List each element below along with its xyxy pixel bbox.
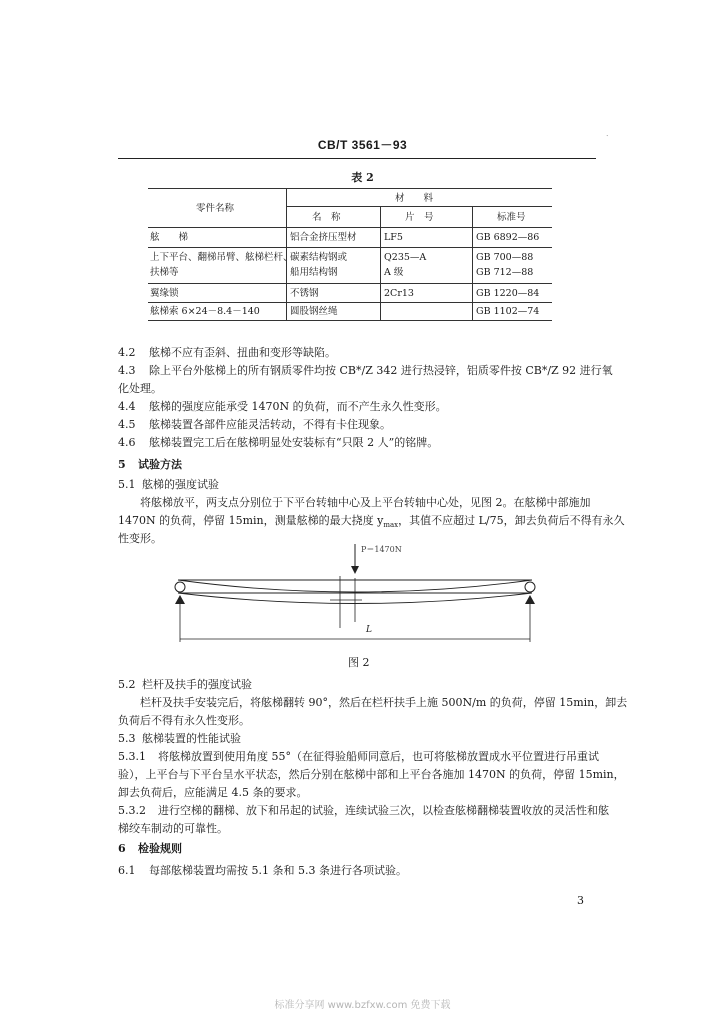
- clause-5-2-heading: [118, 676, 252, 694]
- table-caption: 表 2: [351, 171, 374, 184]
- left-support: [175, 595, 185, 604]
- clause-number: 4.6: [118, 436, 136, 449]
- clause-5-1-text-3: 性变形。: [118, 532, 162, 545]
- span-label: L: [366, 625, 372, 635]
- section-number: 6: [118, 842, 126, 855]
- clause-5-1-text-2-b: ，其值不应超过 L/75，卸去负荷后不得有永久: [398, 514, 625, 527]
- figure-2-caption: 图 2: [348, 656, 370, 669]
- clause-5-1-text-2: [118, 512, 625, 534]
- clause-number: 5.3: [118, 732, 136, 745]
- clause-text: 舷梯的强度应能承受 1470N 的负荷，而不产生永久性变形。: [149, 400, 447, 413]
- clause-5-1-text-2-a: 1470N 的负荷，停留 15min，测量舷梯的最大挠度 y: [118, 514, 384, 527]
- th-part-name: 零件名称: [196, 203, 235, 214]
- section-number: 5: [118, 458, 126, 471]
- clause-text: 舷梯装置完工后在舷梯明显处安装标有“只限 2 人”的铭牌。: [149, 436, 439, 449]
- clause-5-3-1-text-1: [118, 748, 599, 766]
- clause-5-1-text-1: 将舷梯放平，两支点分别位于下平台转轴中心及上平台转轴中心处，见图 2。在舷梯中部施加: [140, 496, 591, 509]
- right-support: [525, 595, 535, 604]
- row3-std: GB 1220—84: [476, 288, 540, 299]
- clause-5-3-heading: [118, 730, 241, 748]
- clause-number: 6.1: [118, 864, 136, 877]
- standard-code-header: CB/T 3561－93: [317, 138, 408, 152]
- clause-number: 4.2: [118, 346, 136, 359]
- th-material-name: 名 称: [312, 212, 341, 223]
- clause-4-3-cont: 化处理。: [118, 382, 162, 395]
- table-rule-top: [148, 188, 552, 189]
- row2-std-line2: GB 712—88: [476, 267, 534, 278]
- table-rule-row1: [148, 247, 552, 248]
- th-standard-no: 标准号: [497, 212, 526, 223]
- clause-5-3-2-text-1: [118, 802, 609, 820]
- row1-grade: LF5: [384, 232, 403, 243]
- clause-text: 进行空梯的翻梯、放下和吊起的试验，连续试验三次，以检查舷梯翻梯装置收放的灵活性和舷: [158, 804, 609, 817]
- row4-std: GB 1102—74: [476, 306, 540, 317]
- row1-std: GB 6892—86: [476, 232, 540, 243]
- clause-4-4: [118, 398, 447, 416]
- row3-name: 不锈钢: [290, 288, 319, 299]
- row2-part-line1: 上下平台、翻梯吊臂、舷梯栏杆、: [150, 252, 293, 263]
- table-rule-row3: [148, 302, 552, 303]
- clause-title: 舷梯的强度试验: [142, 478, 219, 491]
- clause-number: 4.4: [118, 400, 136, 413]
- clause-5-2-text-2: 负荷后不得有永久性变形。: [118, 714, 250, 727]
- row1-name: 铝合金挤压型材: [290, 232, 357, 243]
- clause-number: 5.3.1: [118, 750, 146, 763]
- row4-part: 舷梯索 6×24－8.4－140: [150, 306, 260, 317]
- table-rule-row2: [148, 283, 552, 284]
- load-arrow-head: [351, 566, 359, 574]
- clause-number: 5.1: [118, 478, 136, 491]
- header-rule: [118, 158, 596, 159]
- clause-5-3-1-text-2: 验），上平台与下平台呈水平状态，然后分别在舷梯中部和上平台各施加 1470N 的负荷，停留 15min，: [118, 768, 625, 781]
- clause-number: 4.5: [118, 418, 136, 431]
- section-6-heading: [118, 840, 182, 858]
- clause-title: 栏杆及扶手的强度试验: [142, 678, 252, 691]
- table-rule-bottom: [148, 320, 552, 321]
- page-number: 3: [577, 894, 584, 907]
- scan-speck: ．: [606, 129, 614, 138]
- row3-grade: 2Cr13: [384, 288, 414, 299]
- th-material-group: 材 料: [395, 193, 434, 204]
- table-vrule-3: [472, 206, 473, 320]
- clause-text: 舷梯装置各部件应能灵活转动，不得有卡住现象。: [149, 418, 391, 431]
- figure-2-diagram: [160, 538, 550, 650]
- clause-5-3-2-text-2: 梯绞车制动的可靠性。: [118, 822, 228, 835]
- clause-5-1-heading: [118, 476, 219, 494]
- table-vrule-2: [380, 206, 381, 320]
- section-title: 试验方法: [138, 458, 182, 471]
- clause-title: 舷梯装置的性能试验: [142, 732, 241, 745]
- row2-grade-line2: A 级: [384, 267, 404, 278]
- row2-std-line1: GB 700—88: [476, 252, 534, 263]
- row2-name-line1: 碳素结构钢或: [290, 252, 348, 263]
- table-rule-head: [148, 227, 552, 228]
- row2-name-line2: 船用结构钢: [290, 267, 338, 278]
- row2-grade-line1: Q235—A: [384, 252, 427, 263]
- clause-5-2-text-1: 栏杆及扶手安装完后，将舷梯翻转 90°，然后在栏杆扶手上施 500N/m 的负荷，停留 15min，卸去: [140, 696, 628, 709]
- clause-4-6: [118, 434, 438, 452]
- clause-text: 将舷梯放置到使用角度 55°（在征得验船师同意后，也可将舷梯放置成水平位置进行吊重试: [158, 750, 599, 763]
- clause-text: 舷梯不应有歪斜、扭曲和变形等缺陷。: [149, 346, 336, 359]
- clause-4-3: [118, 362, 613, 380]
- row1-part: 舷 梯: [150, 232, 189, 243]
- clause-text: 除上平台外舷梯上的所有钢质零件均按 CB*/Z 342 进行热浸锌，铝质零件按 CB*/Z 92 进行氧: [149, 364, 613, 377]
- clause-text: 每部舷梯装置均需按 5.1 条和 5.3 条进行各项试验。: [149, 864, 407, 877]
- clause-4-2: [118, 344, 336, 362]
- clause-number: 5.3.2: [118, 804, 146, 817]
- table-rule-group: [286, 206, 552, 207]
- clause-number: 5.2: [118, 678, 136, 691]
- section-5-heading: [118, 456, 182, 474]
- left-pivot: [175, 582, 185, 592]
- clause-4-5: [118, 416, 391, 434]
- row4-name: 圆股钢丝绳: [290, 306, 338, 317]
- max-subscript: max: [383, 521, 399, 530]
- row3-part: 翼缘锁: [150, 288, 179, 299]
- section-title: 检验规则: [138, 842, 182, 855]
- site-watermark: 标准分享网 www.bzfxw.com 免费下载: [274, 1000, 451, 1011]
- load-label: P＝1470N: [361, 545, 402, 554]
- clause-5-3-1-text-3: 卸去负荷后，应能满足 4.5 条的要求。: [118, 786, 308, 799]
- th-material-grade: 片 号: [405, 212, 434, 223]
- right-pivot: [525, 582, 535, 592]
- clause-number: 4.3: [118, 364, 136, 377]
- clause-6-1: [118, 862, 407, 880]
- row2-part-line2: 扶梯等: [150, 267, 179, 278]
